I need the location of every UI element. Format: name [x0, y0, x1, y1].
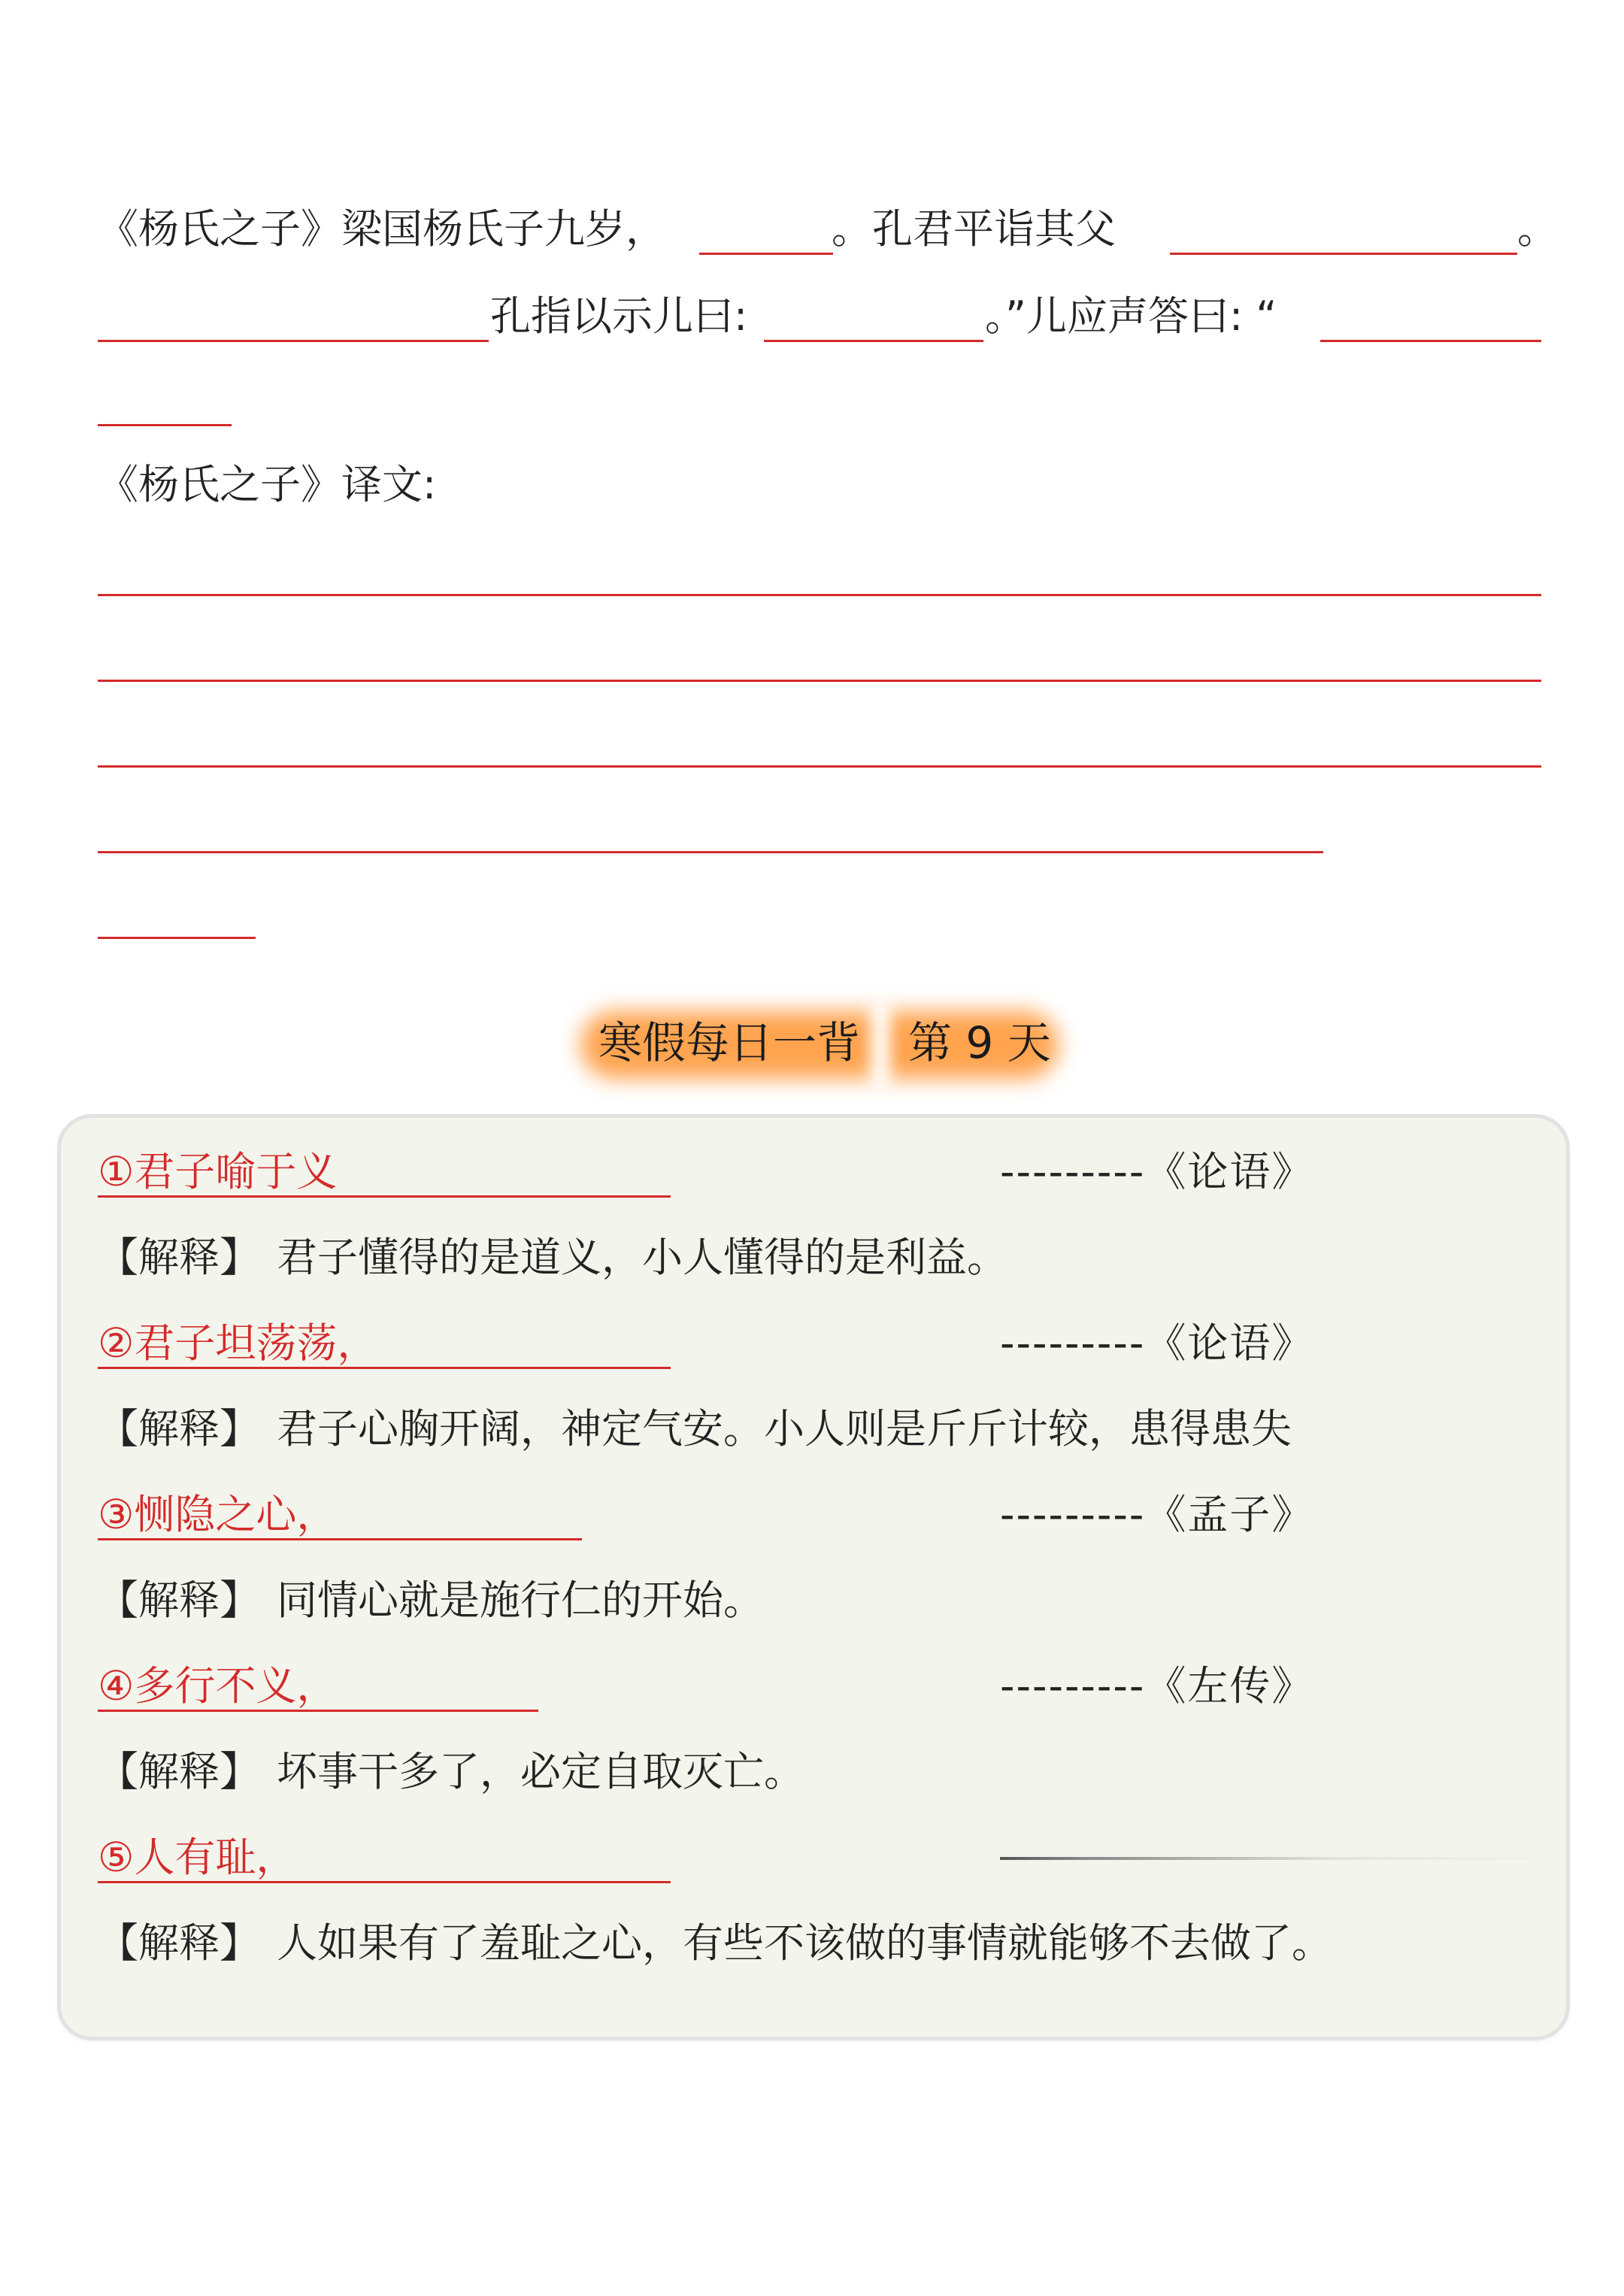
quote-5: ⑤人有耻， [98, 1834, 297, 1881]
title-left: 寒假每日一背 [598, 1017, 861, 1068]
translation-line-3[interactable] [98, 765, 1541, 768]
source-3: ---------《孟子》 [1000, 1491, 1314, 1538]
source-4: ---------《左传》 [1000, 1662, 1314, 1710]
passage-line2-start: 孔指以示儿曰: [490, 292, 748, 340]
quote-3: ③恻隐之心， [98, 1491, 338, 1538]
translation-line-2[interactable] [98, 680, 1541, 682]
fill-blank-1[interactable] [699, 253, 833, 255]
quote-blank-3[interactable] [98, 1538, 582, 1540]
quote-blank-2[interactable] [98, 1367, 671, 1369]
explain-5: 人如果有了羞耻之心，有些不该做的事情就能够不去做了。 [277, 1919, 1332, 1967]
quote-blank-4[interactable] [98, 1710, 538, 1712]
fill-blank-4[interactable] [764, 340, 983, 342]
fill-blank-6[interactable] [98, 424, 232, 426]
translation-label: 《杨氏之子》译文: [98, 461, 437, 508]
title-day: 第 9 天 [908, 1017, 1051, 1068]
fill-blank-2[interactable] [1170, 253, 1517, 255]
explain-tag-4: 【解释】 [98, 1748, 260, 1795]
explain-1: 君子懂得的是道义，小人懂得的是利益。 [277, 1234, 1007, 1281]
passage-line1-end: 。 [1517, 205, 1558, 253]
source-2: ---------《论语》 [1000, 1319, 1314, 1367]
quote-1: ①君子喻于义 [98, 1148, 338, 1195]
quote-blank-1[interactable] [98, 1195, 671, 1198]
quote-2: ②君子坦荡荡， [98, 1319, 378, 1367]
explain-4: 坏事干多了，必定自取灭亡。 [277, 1748, 804, 1795]
translation-line-4[interactable] [98, 851, 1323, 853]
explain-3: 同情心就是施行仁的开始。 [277, 1577, 764, 1624]
explain-tag-3: 【解释】 [98, 1577, 260, 1624]
explain-2: 君子心胸开阔，神定气安。小人则是斤斤计较，患得患失 [277, 1405, 1292, 1452]
translation-line-1[interactable] [98, 594, 1541, 596]
explain-tag-5: 【解释】 [98, 1919, 260, 1967]
fill-blank-5[interactable] [1320, 340, 1541, 342]
title-highlight-gap [871, 1000, 890, 1090]
quote-blank-5[interactable] [98, 1881, 671, 1883]
passage-line2-mid: 。”儿应声答曰: “ [985, 292, 1277, 340]
quote-4: ④多行不义， [98, 1662, 338, 1710]
source-1: ---------《论语》 [1000, 1148, 1314, 1195]
explain-tag-2: 【解释】 [98, 1405, 260, 1452]
source-5-line [1000, 1857, 1556, 1860]
explain-tag-1: 【解释】 [98, 1234, 260, 1281]
passage-line1-start: 《杨氏之子》梁国杨氏子九岁， [98, 205, 666, 253]
fill-blank-3[interactable] [98, 340, 489, 342]
passage-line1-mid: 。孔君平诣其父 [832, 205, 1116, 253]
translation-line-5[interactable] [98, 937, 256, 939]
